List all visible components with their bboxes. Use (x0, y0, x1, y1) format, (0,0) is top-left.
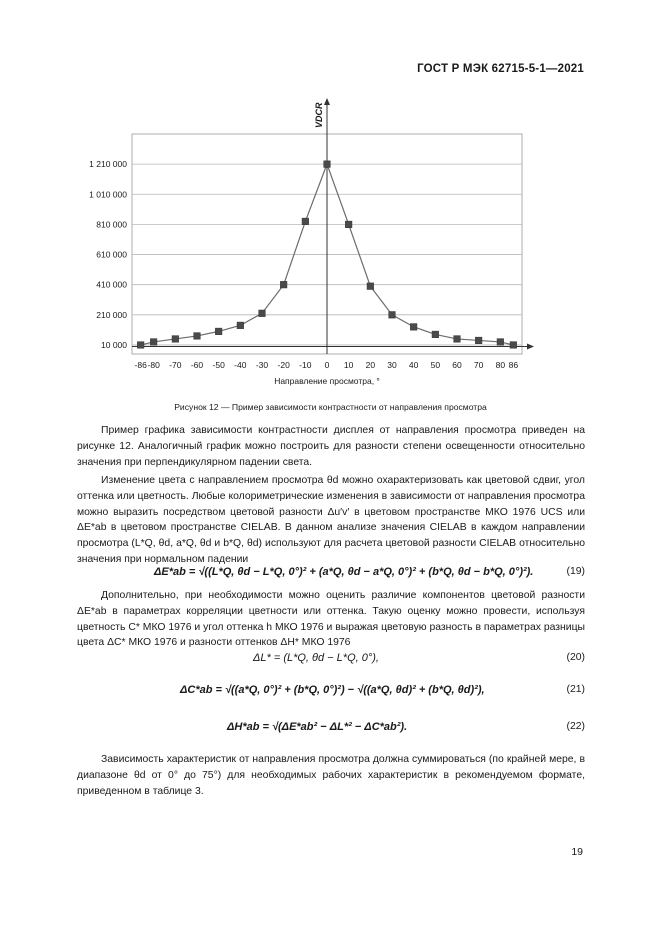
data-point (367, 283, 374, 290)
y-tick-label: 1 010 000 (89, 189, 127, 200)
y-tick-label: 10 000 (101, 339, 127, 350)
data-point (497, 339, 504, 346)
data-point (475, 337, 482, 344)
paragraph-3-text: Дополнительно, при необходимости можно оценить различие компонентов цветовой разности ΔE*ab в параметрах корреляции цветности или оттенка. Такую оценку можно провести, используя цветность C* МКО 1976 и угол оттенка h МКО 1976 и выражая цветовую разность в параметрах разницы цвета ΔC* МКО 1976 и разности оттенков ΔH* МКО 1976 (77, 590, 585, 649)
x-tick-label: 60 (452, 360, 462, 370)
x-tick-label: 50 (430, 360, 441, 370)
formula-20 (77, 648, 585, 674)
x-tick-label: 70 (473, 360, 484, 370)
paragraph-1-text: Пример графика зависимости контрастности дисплея от направления просмотра приведен на рисунке 12. Аналогичный график можно построить для разности степени освещенности относительно значения при перпендикулярном падении света. (77, 425, 585, 468)
formula-21 (77, 680, 585, 706)
x-tick-label: -86 (134, 360, 147, 370)
figure-caption: Рисунок 12 — Пример зависимости контрастности от направления просмотра (174, 402, 487, 412)
x-tick-label: 0 (324, 360, 330, 370)
formula-22-number: (22) (566, 721, 585, 732)
x-tick-label: -30 (255, 360, 269, 370)
formula-20-number: (20) (566, 652, 585, 663)
data-point (454, 336, 461, 343)
data-point (345, 221, 352, 228)
data-point (150, 339, 157, 346)
page-number: 19 (571, 846, 583, 858)
y-tick-label: 410 000 (96, 279, 127, 290)
x-tick-label: -60 (190, 360, 204, 370)
x-tick-label: -50 (212, 360, 225, 370)
x-axis-label: Направление просмотра, ° (274, 376, 380, 386)
data-point (302, 218, 309, 225)
x-tick-label: -80 (147, 360, 160, 370)
data-point (410, 324, 417, 331)
data-point (324, 161, 331, 168)
x-tick-label: 80 (495, 360, 506, 370)
data-point (280, 281, 287, 288)
x-tick-label: -70 (169, 360, 182, 370)
y-tick-label: 1 210 000 (89, 159, 127, 170)
data-point (194, 333, 201, 340)
y-tick-label: 610 000 (96, 249, 127, 260)
data-point (172, 336, 179, 343)
y-axis-label: VDCR (314, 102, 324, 128)
data-point (215, 328, 222, 335)
x-tick-label: -10 (299, 360, 312, 370)
data-point (510, 342, 517, 349)
data-point (389, 312, 396, 319)
paragraph-2-text: Изменение цвета с направлением просмотра θd можно охарактеризовать как цветовой сдвиг, угол оттенка или цветность. Любые колориметрические изменения в зависимости от направления просмотра можно выразить посредством цветовой разности Δu′v′ в цветовом пространстве МКО 1976 UCS или ΔE*ab в цветовом пространстве CIELAB. В данном анализе значения CIELAB в каждом направлении просмотра (L*Q, θd, a*Q, θd и b*Q, θd) используют для расчета цветовой разности CIELAB относительно значения при нормальном падении (77, 475, 585, 565)
x-axis-arrow (527, 343, 534, 349)
formula-22 (77, 717, 585, 743)
formula-20-expression: ΔL* = (L*Q, θd − L*Q, 0°), (253, 652, 379, 664)
formula-22-expression: ΔH*ab = √(ΔE*ab² − ΔL*² − ΔC*ab²). (227, 721, 408, 733)
y-tick-label: 210 000 (96, 309, 127, 320)
x-tick-label: 30 (387, 360, 397, 370)
data-point (259, 310, 266, 317)
x-tick-label: 20 (365, 360, 376, 370)
data-point (137, 342, 144, 349)
data-point (237, 322, 244, 329)
y-tick-label: 810 000 (96, 219, 127, 230)
paragraph-4-text: Зависимость характеристик от направления просмотра должна суммироваться (по крайней мере, в диапазоне θd от 0° до 75°) для необходимых рабочих характеристик в рекомендуемом формате, приведенном в таблице 3. (77, 754, 585, 797)
formula-21-expression: ΔC*ab = √((a*Q, 0°)² + (b*Q, 0°)²) − √((a*Q, θd)² + (b*Q, θd)²), (180, 684, 485, 696)
formula-19 (77, 562, 585, 588)
document-header: ГОСТ Р МЭК 62715-5-1—2021 (417, 63, 584, 75)
data-point (432, 331, 439, 338)
formula-19-number: (19) (566, 566, 585, 577)
x-tick-label: -20 (277, 360, 290, 370)
x-tick-label: 40 (408, 360, 419, 370)
x-tick-label: 86 (508, 360, 519, 370)
formula-19-expression: ΔE*ab = √((L*Q, θd − L*Q, 0°)² + (a*Q, θd − a*Q, 0°)² + (b*Q, θd − b*Q, 0°)²). (154, 566, 534, 578)
paragraph-2 (77, 473, 585, 568)
x-tick-label: 10 (343, 360, 354, 370)
paragraph-3 (77, 588, 585, 651)
paragraph-1 (77, 423, 585, 470)
x-tick-label: -40 (234, 360, 247, 370)
y-axis-arrow (324, 98, 330, 105)
line-chart (80, 92, 550, 392)
formula-21-number: (21) (566, 684, 585, 695)
paragraph-4 (77, 752, 585, 799)
